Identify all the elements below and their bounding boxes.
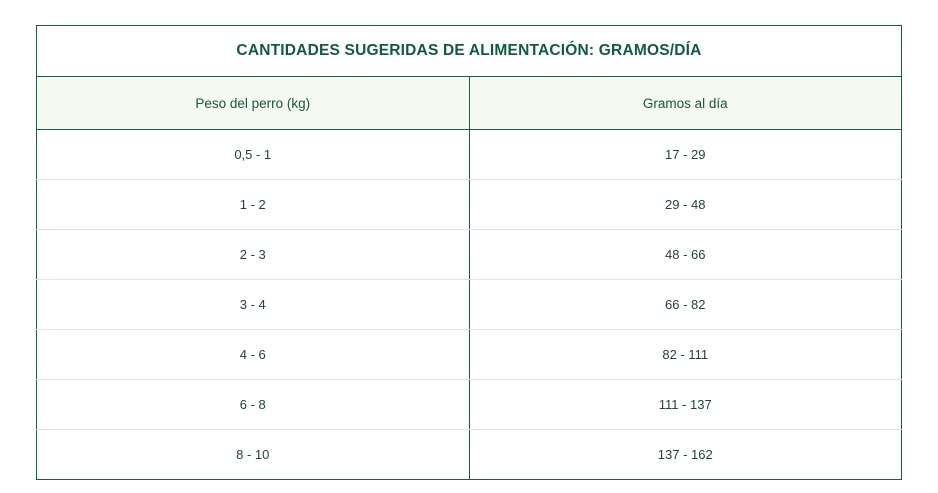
table-column-header-row: [37, 77, 902, 130]
table-row: [37, 330, 902, 380]
cell-dog-weight: 4 - 6: [37, 330, 470, 380]
table-row: [37, 280, 902, 330]
cell-dog-weight: 6 - 8: [37, 380, 470, 430]
cell-grams-per-day: 137 - 162: [469, 430, 902, 480]
cell-grams-per-day: 111 - 137: [469, 380, 902, 430]
cell-grams-per-day: 29 - 48: [469, 180, 902, 230]
table-row: [37, 180, 902, 230]
table-title-row: [37, 26, 902, 77]
table-row: [37, 130, 902, 180]
cell-grams-per-day: 48 - 66: [469, 230, 902, 280]
column-header-grams-per-day: Gramos al día: [469, 77, 902, 130]
cell-dog-weight: 2 - 3: [37, 230, 470, 280]
cell-grams-per-day: 17 - 29: [469, 130, 902, 180]
table-row: [37, 380, 902, 430]
table-row: [37, 230, 902, 280]
cell-dog-weight: 0,5 - 1: [37, 130, 470, 180]
table-header: [37, 26, 902, 130]
feeding-guide-table: [36, 25, 902, 480]
cell-dog-weight: 3 - 4: [37, 280, 470, 330]
cell-dog-weight: 8 - 10: [37, 430, 470, 480]
cell-grams-per-day: 82 - 111: [469, 330, 902, 380]
table-row: [37, 430, 902, 480]
column-header-dog-weight: Peso del perro (kg): [37, 77, 470, 130]
table-body: [37, 130, 902, 480]
cell-dog-weight: 1 - 2: [37, 180, 470, 230]
table-title: CANTIDADES SUGERIDAS DE ALIMENTACIÓN: GRAMOS/DÍA: [37, 26, 902, 77]
cell-grams-per-day: 66 - 82: [469, 280, 902, 330]
